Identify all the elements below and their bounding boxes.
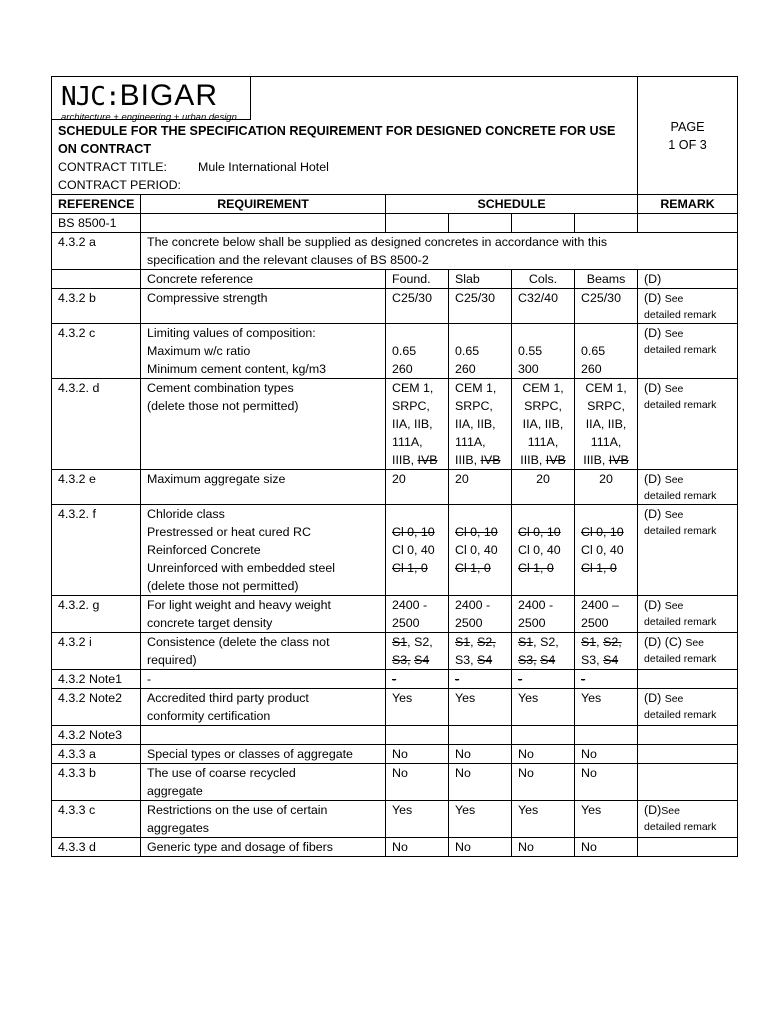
schedule-cell: No	[386, 838, 449, 857]
schedule-cell: -	[386, 670, 449, 689]
ref-cell: 4.3.2. d	[52, 379, 141, 470]
schedule-cell: Found.	[386, 270, 449, 289]
schedule-table	[51, 76, 738, 857]
schedule-cell: No	[575, 745, 638, 764]
schedule-cell: 2400 - 2500	[386, 596, 449, 633]
ref-cell: 4.3.2 e	[52, 470, 141, 505]
schedule-cell: C32/40	[512, 289, 575, 324]
remark-cell: (D) See detailed remark	[638, 470, 738, 505]
table-row	[52, 764, 738, 801]
requirement-cell: The use of coarse recycled aggregate	[141, 764, 386, 801]
schedule-cell: No	[512, 764, 575, 801]
logo-area	[52, 77, 637, 121]
logo-mark: NJC:	[61, 82, 120, 112]
table-row	[52, 596, 738, 633]
schedule-cell: 20	[449, 470, 512, 505]
requirement-cell: Compressive strength	[141, 289, 386, 324]
requirement-cell: Accredited third party product conformity certification	[141, 689, 386, 726]
schedule-cell: Yes	[575, 689, 638, 726]
schedule-cell: 0.55 300	[512, 324, 575, 379]
schedule-cell: Cl 0, 10 Cl 0, 40 Cl 1, 0	[575, 505, 638, 596]
table-row	[52, 670, 738, 689]
table-row	[52, 633, 738, 670]
requirement-cell: Consistence (delete the class not required)	[141, 633, 386, 670]
schedule-cell: Yes	[449, 689, 512, 726]
schedule-cell: S1, S2, S3, S4	[512, 633, 575, 670]
table-row	[52, 289, 738, 324]
schedule-cell: CEM 1, SRPC, IIA, IIB, 111A, IIIB, IVB	[386, 379, 449, 470]
remark-cell: (D)	[638, 270, 738, 289]
page-indicator	[638, 77, 738, 195]
ref-cell: 4.3.2 Note1	[52, 670, 141, 689]
schedule-cell: -	[449, 670, 512, 689]
requirement-cell: Concrete reference	[141, 270, 386, 289]
ref-cell: 4.3.2 a	[52, 233, 141, 270]
col-remark: REMARK	[638, 195, 738, 214]
remark-cell: (D) See detailed remark	[638, 505, 738, 596]
schedule-cell: C25/30	[449, 289, 512, 324]
ref-cell: 4.3.3 b	[52, 764, 141, 801]
schedule-cell: Cl 0, 10 Cl 0, 40 Cl 1, 0	[386, 505, 449, 596]
schedule-cell: CEM 1, SRPC, IIA, IIB, 111A, IIIB, IVB	[512, 379, 575, 470]
table-row	[52, 838, 738, 857]
schedule-cell: 0.65 260	[575, 324, 638, 379]
company-logo	[61, 81, 237, 123]
schedule-cell: 20	[512, 470, 575, 505]
ref-cell: 4.3.2 b	[52, 289, 141, 324]
ref-cell: 4.3.2. f	[52, 505, 141, 596]
remark-cell: (D) See detailed remark	[638, 289, 738, 324]
schedule-cell: Yes	[386, 801, 449, 838]
table-row	[52, 745, 738, 764]
table-row	[52, 270, 738, 289]
requirement-cell: Special types or classes of aggregate	[141, 745, 386, 764]
schedule-cell: 2400 - 2500	[449, 596, 512, 633]
schedule-cell: S1, S2, S3, S4	[386, 633, 449, 670]
page-label: PAGE	[670, 119, 705, 134]
schedule-cell: Yes	[449, 801, 512, 838]
logo-tagline: architecture + engineering + urban design	[61, 112, 237, 123]
schedule-cell: No	[449, 838, 512, 857]
schedule-cell: Cl 0, 10 Cl 0, 40 Cl 1, 0	[512, 505, 575, 596]
table-row	[52, 470, 738, 505]
schedule-cell: No	[386, 745, 449, 764]
logo-name: BIGAR	[119, 79, 218, 112]
table-row	[52, 689, 738, 726]
ref-cell: 4.3.3 d	[52, 838, 141, 857]
schedule-cell: 0.65 260	[449, 324, 512, 379]
schedule-cell: Yes	[512, 801, 575, 838]
ref-cell: 4.3.2 i	[52, 633, 141, 670]
requirement-cell: Limiting values of composition: Maximum w/c ratio Minimum cement content, kg/m3	[141, 324, 386, 379]
schedule-cell: No	[575, 764, 638, 801]
remark-cell: (D) See detailed remark	[638, 379, 738, 470]
schedule-cell: 2400 - 2500	[512, 596, 575, 633]
requirement-cell: Generic type and dosage of fibers	[141, 838, 386, 857]
col-schedule: SCHEDULE	[386, 195, 638, 214]
ref-cell: 4.3.2 Note2	[52, 689, 141, 726]
schedule-cell: Slab	[449, 270, 512, 289]
ref-cell: 4.3.2. g	[52, 596, 141, 633]
page-number: 1 OF 3	[668, 137, 707, 152]
document-title-line1: SCHEDULE FOR THE SPECIFICATION REQUIREMENT FOR DESIGNED CONCRETE FOR USE	[58, 124, 616, 138]
schedule-cell: CEM 1, SRPC, IIA, IIB, 111A, IIIB, IVB	[575, 379, 638, 470]
schedule-cell: No	[449, 745, 512, 764]
schedule-cell: No	[575, 838, 638, 857]
requirement-cell: Maximum aggregate size	[141, 470, 386, 505]
contract-title-value: Mule International Hotel	[198, 160, 329, 174]
requirement-cell: Restrictions on the use of certain aggregates	[141, 801, 386, 838]
schedule-cell: No	[386, 764, 449, 801]
requirement-cell: The concrete below shall be supplied as designed concretes in accordance with this specification and the relevant clauses of BS 8500-2	[141, 233, 738, 270]
schedule-cell: Yes	[575, 801, 638, 838]
schedule-cell: 20	[386, 470, 449, 505]
schedule-cell: C25/30	[386, 289, 449, 324]
contract-period-label: CONTRACT PERIOD:	[58, 178, 181, 192]
table-row	[52, 233, 738, 270]
remark-cell: (D) (C) See detailed remark	[638, 633, 738, 670]
schedule-cell: -	[512, 670, 575, 689]
remark-cell: (D) See detailed remark	[638, 324, 738, 379]
schedule-cell: C25/30	[575, 289, 638, 324]
ref-cell: 4.3.3 c	[52, 801, 141, 838]
table-row	[52, 324, 738, 379]
ref-cell: BS 8500-1	[52, 214, 141, 233]
header-row	[52, 77, 738, 195]
schedule-cell: No	[512, 838, 575, 857]
specification-sheet	[51, 76, 737, 857]
requirement-cell: -	[141, 670, 386, 689]
schedule-cell: Cl 0, 10 Cl 0, 40 Cl 1, 0	[449, 505, 512, 596]
requirement-cell: For light weight and heavy weight concrete target density	[141, 596, 386, 633]
table-row	[52, 505, 738, 596]
requirement-cell: Cement combination types (delete those not permitted)	[141, 379, 386, 470]
col-requirement: REQUIREMENT	[141, 195, 386, 214]
header-cell	[52, 77, 638, 195]
schedule-cell: 20	[575, 470, 638, 505]
table-row	[52, 801, 738, 838]
schedule-cell: -	[575, 670, 638, 689]
schedule-cell: Yes	[386, 689, 449, 726]
schedule-cell: CEM 1, SRPC, IIA, IIB, 111A, IIIB, IVB	[449, 379, 512, 470]
schedule-cell: Yes	[512, 689, 575, 726]
document-title-line2: ON CONTRACT	[58, 142, 152, 156]
schedule-cell: 0.65 260	[386, 324, 449, 379]
column-header-row	[52, 195, 738, 214]
table-row	[52, 379, 738, 470]
requirement-cell: Chloride class Prestressed or heat cured RC Reinforced Concrete Unreinforced with embedded steel (delete those not permitted)	[141, 505, 386, 596]
remark-cell: (D) See detailed remark	[638, 689, 738, 726]
remark-cell: (D) See detailed remark	[638, 596, 738, 633]
ref-cell: 4.3.2 c	[52, 324, 141, 379]
schedule-cell: S1, S2, S3, S4	[449, 633, 512, 670]
schedule-cell: No	[449, 764, 512, 801]
schedule-cell: 2400 – 2500	[575, 596, 638, 633]
contract-title-label: CONTRACT TITLE:	[58, 160, 168, 174]
ref-cell: 4.3.2 Note3	[52, 726, 141, 745]
ref-cell: 4.3.3 a	[52, 745, 141, 764]
schedule-cell: Cols.	[512, 270, 575, 289]
table-row	[52, 214, 738, 233]
remark-cell: (D)See detailed remark	[638, 801, 738, 838]
schedule-cell: No	[512, 745, 575, 764]
col-reference: REFERENCE	[52, 195, 141, 214]
table-row	[52, 726, 738, 745]
schedule-cell: S1, S2, S3, S4	[575, 633, 638, 670]
schedule-cell: Beams	[575, 270, 638, 289]
